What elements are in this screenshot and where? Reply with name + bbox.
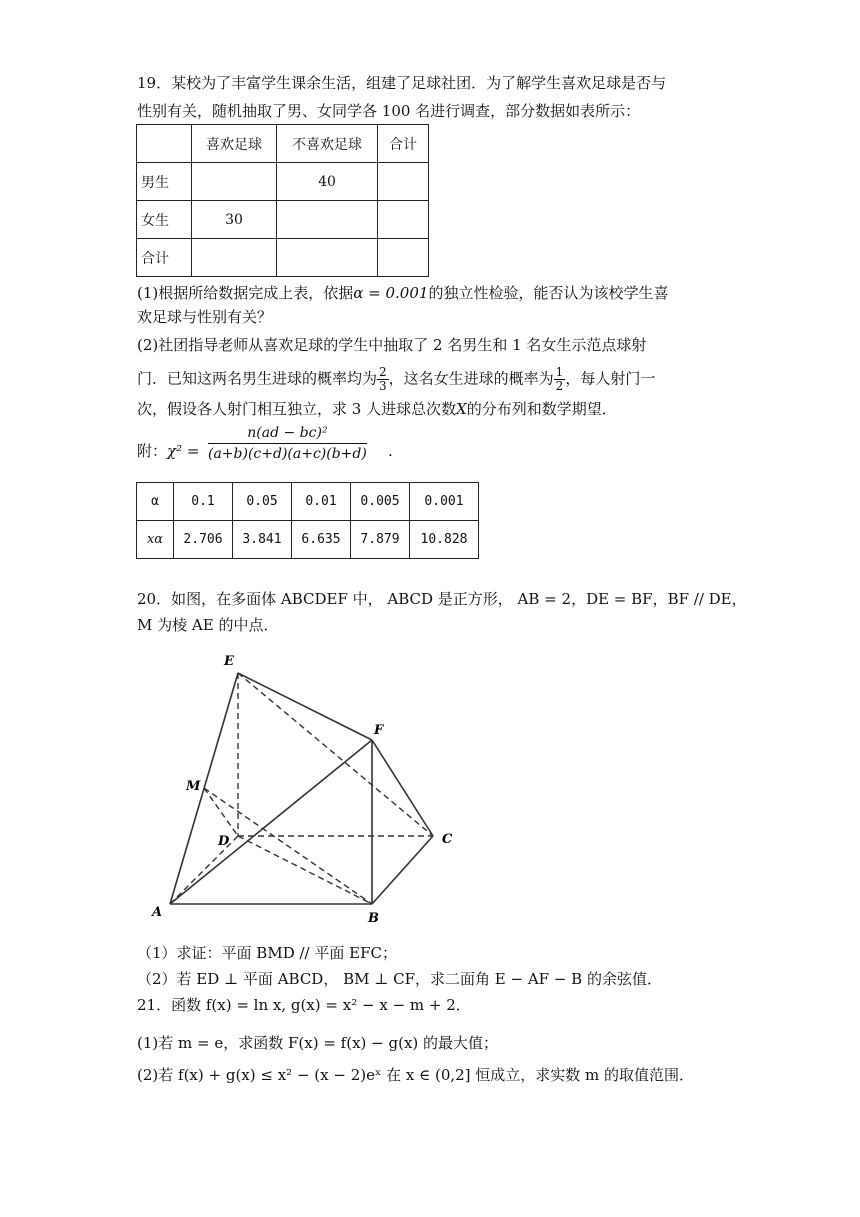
formula-period: . — [388, 442, 393, 460]
table-cell: 7.879 — [351, 521, 410, 559]
q20-part2: （2）若 ED ⊥ 平面 ABCD， BM ⊥ CF，求二面角 E − AF − B 的余弦值． — [137, 970, 662, 988]
vertex-label-d: D — [218, 834, 230, 849]
q19-part2-text-d: ，每人射门一 — [565, 369, 656, 388]
edge-db — [238, 836, 372, 904]
fraction-numerator: 1 — [555, 365, 564, 379]
q20-part1: （1）求证：平面 BMD // 平面 EFC； — [137, 944, 397, 962]
table-cell: 0.01 — [292, 483, 351, 521]
q19-part2-text-f: 的分布列和数学期望． — [466, 400, 617, 418]
vertex-label-a: A — [152, 905, 163, 920]
table-cell: 合计 — [378, 125, 429, 163]
appendix-text: 附： — [137, 442, 168, 460]
vertex-label-m: M — [186, 779, 201, 794]
q19-part2-line1: (2)社团指导老师从喜欢足球的学生中抽取了 2 名男生和 1 名女生示范点球射 — [137, 336, 647, 354]
fraction-numerator: 2 — [379, 365, 387, 379]
q19-line1: 19．某校为了丰富学生课余生活，组建了足球社团．为了解学生喜欢足球是否与 — [137, 74, 667, 92]
q19-part1-text-a: (1)根据所给数据完成上表，依据 — [137, 284, 354, 302]
table-cell: 0.005 — [351, 483, 410, 521]
edge-bc — [372, 836, 433, 904]
table-cell: xα — [137, 521, 174, 559]
q19-part2-text-e: 次，假设各人射门相互独立，求 3 人进球总次数 — [137, 400, 457, 418]
table-cell: 0.001 — [410, 483, 479, 521]
table-cell: 0.1 — [174, 483, 233, 521]
q19-part1-line2: 欢足球与性别有关？ — [137, 308, 273, 326]
table-cell: 2.706 — [174, 521, 233, 559]
vertex-label-f: F — [374, 723, 384, 738]
vertex-label-e: E — [224, 654, 234, 669]
table-cell: 女生 — [137, 201, 192, 239]
chi-square-symbol: χ² = — [167, 442, 200, 460]
q19-part2-text-b: 门．已知这两名男生进球的概率均为 — [137, 369, 378, 388]
segment-md — [204, 788, 238, 836]
q21-part2: (2)若 f(x) + g(x) ≤ x² − (x − 2)eˣ 在 x ∈ (0,2] 恒成立，求实数 m 的取值范围． — [137, 1066, 695, 1084]
edge-fa — [170, 740, 372, 904]
q19-part2-text-c: ，这名女生进球的概率为 — [388, 369, 554, 388]
q20-line2: M 为棱 AE 的中点． — [137, 616, 279, 634]
table-cell: 6.635 — [292, 521, 351, 559]
fraction-denominator: 3 — [379, 379, 387, 393]
q21-part1: (1)若 m = e，求函数 F(x) = f(x) − g(x) 的最大值； — [137, 1034, 499, 1052]
table-cell: 10.828 — [410, 521, 479, 559]
q20-line1: 20．如图，在多面体 ABCDEF 中， ABCD 是正方形， AB = 2，DE = BF，BF // DE， — [137, 590, 747, 608]
q21-line1: 21．函数 f(x) = ln x, g(x) = x² − x − m + 2． — [137, 996, 471, 1014]
q19-line2: 性别有关，随机抽取了男、女同学各 100 名进行调查，部分数据如表所示： — [137, 102, 641, 120]
edge-fc — [372, 740, 433, 836]
q19-part1-text-b: 的独立性检验，能否认为该校学生喜 — [428, 284, 669, 302]
table-cell: α — [137, 483, 174, 521]
vertex-label-b: B — [368, 911, 379, 926]
fraction-denominator: 2 — [555, 379, 564, 393]
table-cell: 3.841 — [233, 521, 292, 559]
table-cell: 30 — [192, 201, 277, 239]
edge-ef — [238, 673, 372, 740]
table-cell: 男生 — [137, 163, 192, 201]
table-cell: 合计 — [137, 239, 192, 277]
table-cell: 0.05 — [233, 483, 292, 521]
alpha-value: α = 0.001 — [353, 284, 429, 302]
table-cell: 40 — [277, 163, 378, 201]
edge-ec — [238, 673, 433, 836]
table-cell: 不喜欢足球 — [277, 125, 378, 163]
formula-denominator: (a+b)(c+d)(a+c)(b+d) — [208, 446, 367, 462]
variable-x: X — [456, 400, 467, 418]
formula-numerator: n(ad − bc)² — [208, 425, 367, 444]
vertex-label-c: C — [442, 832, 453, 847]
table-cell: 喜欢足球 — [192, 125, 277, 163]
